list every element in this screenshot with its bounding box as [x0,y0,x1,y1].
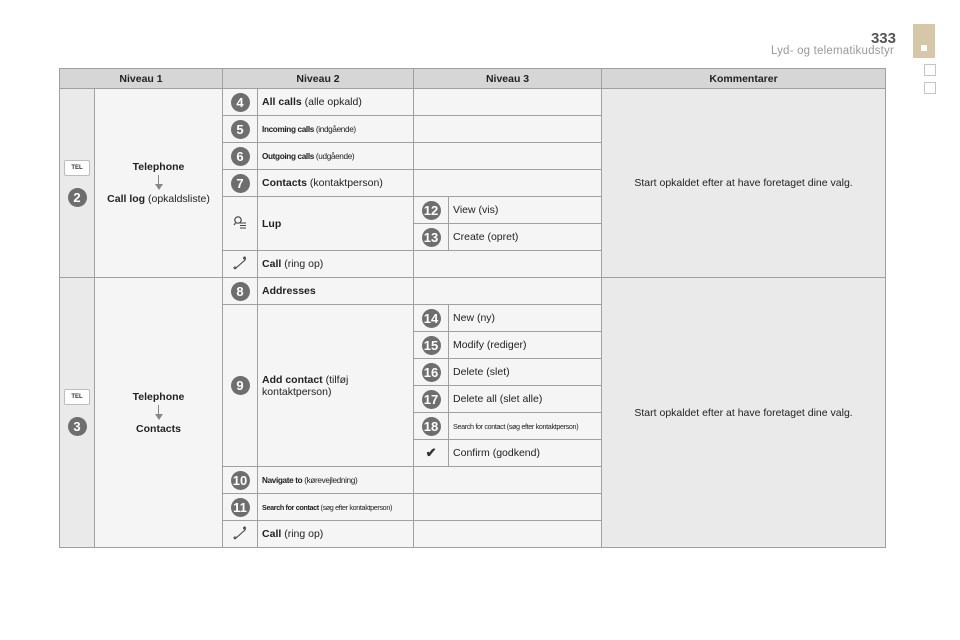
step-badge: 5 [231,120,250,139]
badge-cell [223,89,258,116]
level3-empty [414,467,602,494]
step-badge: 9 [231,376,250,395]
level3-empty [414,116,602,143]
icon-cell [223,197,258,251]
checkmark-icon: ✔ [425,445,437,460]
level1-icon-cell [60,89,95,278]
chapter-box-1 [924,64,936,76]
step-badge: 18 [422,417,441,436]
chapter-tab [913,24,935,58]
level3-cell: Search for contact (søg efter kontaktperson) [449,413,602,440]
tel-icon: TEL [64,160,90,176]
phone-handset-icon [233,526,247,540]
badge-cell [414,413,449,440]
level3-cell: Create (opret) [449,224,602,251]
level2-label: Navigate to [262,475,303,485]
level2-note: (indgående) [314,124,356,134]
level1-option: Contacts [136,422,181,435]
level2-label: Add contact [262,373,323,386]
level3-empty [414,494,602,521]
badge-cell [414,332,449,359]
level3-empty [414,521,602,548]
level3-empty [414,143,602,170]
arrow-head-icon [155,184,163,190]
icon-cell [414,440,449,467]
level2-cell [258,116,414,143]
page-number: 333 [870,30,896,47]
step-badge: 15 [422,336,441,355]
level3-empty [414,89,602,116]
badge-cell [223,143,258,170]
step-badge: 14 [422,309,441,328]
level2-label: All calls [262,96,302,108]
icon-cell [223,251,258,278]
step-badge: 3 [68,417,87,436]
level2-cell [258,278,414,305]
level2-note: (ring op) [281,258,324,270]
step-badge: 6 [231,147,250,166]
level2-cell [258,89,414,116]
table-row [60,278,886,305]
level2-label: Lup [262,217,282,230]
badge-cell [414,197,449,224]
section-title: Lyd- og telematikudstyr [770,45,894,57]
comment-cell: Start opkaldet efter at have foretaget dine valg. [602,89,886,278]
level2-note: (tilføj kontaktperson) [262,373,349,398]
column-header: Niveau 2 [223,69,414,89]
level3-cell: Delete (slet) [449,359,602,386]
level2-label: Call [262,528,282,540]
table-header-row [60,69,886,89]
comment-cell: Start opkaldet efter at have foretaget dine valg. [602,278,886,548]
level3-cell: Confirm (godkend) [449,440,602,467]
arrow-down-icon [158,175,159,184]
level1-title: Telephone [132,390,185,403]
level2-cell [258,197,414,251]
level1-option: Call log [107,193,146,205]
badge-cell [414,224,449,251]
step-badge: 2 [68,188,87,207]
level2-cell [258,467,414,494]
level3-cell: Modify (rediger) [449,332,602,359]
level2-label: Incoming calls [262,124,314,134]
step-badge: 13 [422,228,441,247]
step-badge: 4 [231,93,250,112]
level2-cell [258,170,414,197]
tab-marker [921,45,927,51]
level1-title: Telephone [132,161,185,173]
badge-cell [223,278,258,305]
badge-cell [223,170,258,197]
level2-label: Call [262,258,282,270]
level2-label: Search for contact [262,502,319,512]
column-header: Niveau 3 [414,69,602,89]
level2-note: (udgående) [313,151,355,161]
step-badge: 7 [231,174,250,193]
level1-icon-cell [60,278,95,548]
phone-handset-icon [233,256,247,270]
level2-note: (alle opkald) [301,96,362,108]
level2-note: (kontaktperson) [306,177,383,189]
column-header: Niveau 1 [60,69,223,89]
badge-cell [223,494,258,521]
level2-note: (søg efter kontaktperson) [318,502,393,512]
level2-cell [258,251,414,278]
step-badge: 11 [231,498,250,517]
arrow-head-icon [155,414,163,420]
level2-cell [258,494,414,521]
badge-cell [414,359,449,386]
badge-cell [414,305,449,332]
level2-note: (ring op) [281,528,324,540]
level2-label: Contacts [262,177,307,189]
level1-label-cell [95,89,223,278]
step-badge: 17 [422,390,441,409]
level3-cell: New (ny) [449,305,602,332]
level3-empty [414,251,602,278]
icon-cell [223,521,258,548]
menu-table [59,68,886,548]
level2-cell [258,305,414,467]
step-badge: 16 [422,363,441,382]
level1-label-cell [95,278,223,548]
badge-cell [414,386,449,413]
arrow-down-icon [158,405,159,414]
step-badge: 10 [231,471,250,490]
level2-cell [258,521,414,548]
step-badge: 12 [422,201,441,220]
badge-cell [223,305,258,467]
level3-empty [414,278,602,305]
level2-label: Outgoing calls [262,151,314,161]
level2-note: (kørevejledning) [302,475,358,485]
badge-cell [223,116,258,143]
level2-cell [258,143,414,170]
level3-cell: View (vis) [449,197,602,224]
level3-empty [414,170,602,197]
step-badge: 8 [231,282,250,301]
tel-icon: TEL [64,389,90,405]
badge-cell [223,467,258,494]
column-header: Kommentarer [602,69,886,89]
magnifier-list-icon [233,215,247,229]
table-row [60,89,886,116]
level3-cell: Delete all (slet alle) [449,386,602,413]
level2-label: Addresses [262,285,316,297]
chapter-box-2 [924,82,936,94]
level1-option-note: (opkaldsliste) [145,193,210,205]
